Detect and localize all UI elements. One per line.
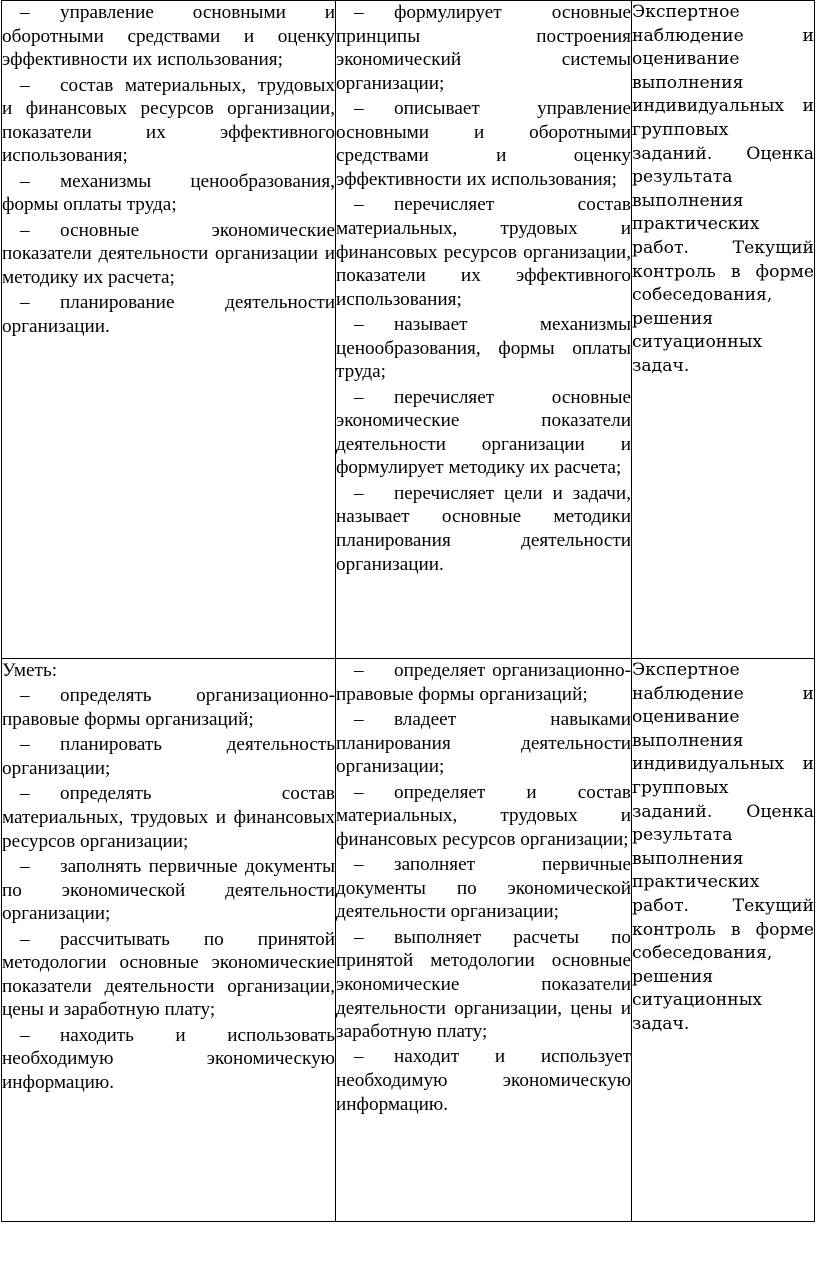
dash-glyph: – [354, 2, 364, 23]
dash-glyph: – [354, 98, 364, 120]
dash-glyph: – [20, 855, 30, 877]
list-item: – основные экономические показатели деятельности организации и методику их расчета; [2, 219, 335, 288]
list-item: – определяет организационно-правовые формы организаций; [336, 660, 631, 705]
dash-glyph: – [354, 854, 364, 876]
dash-glyph: – [20, 219, 30, 241]
table-row [2, 1, 815, 659]
dash-glyph: – [354, 1046, 364, 1068]
dash-glyph: – [20, 292, 30, 314]
dash-glyph: – [354, 708, 364, 730]
dash-glyph: – [354, 482, 364, 504]
dash-glyph: – [354, 194, 364, 216]
assessment-methods-cell [632, 1, 815, 659]
section-heading: Уметь: [2, 660, 58, 681]
dash-glyph: – [20, 170, 30, 192]
list-item: – выполняет расчеты по принятой методологии основные экономические показатели деятельности организации, цены и заработную плату; [336, 926, 631, 1043]
indicators-cell [336, 659, 632, 1222]
table-row [2, 659, 815, 1222]
dash-glyph: – [20, 685, 30, 707]
dash-glyph: – [354, 660, 364, 681]
assessment-methods-cell [632, 659, 815, 1222]
dash-glyph: – [354, 386, 364, 408]
dash-glyph: – [20, 928, 30, 950]
dash-glyph: – [20, 783, 30, 805]
list-item: – формулирует основные принципы построения экономический системы организации; [336, 2, 631, 94]
list-item: – планирование деятельности организации. [2, 292, 335, 337]
list-item: – заполнять первичные документы по экономической деятельности организации; [2, 855, 335, 925]
dash-glyph: – [20, 74, 30, 96]
assessment-text: Экспертное наблюдение и оценивание выполнения индивидуальных и групповых заданий. Оценка результата выполнения практических работ. Текущий контроль в форме собеседования, решения ситуационных задач. [632, 660, 814, 1034]
dash-glyph: – [20, 1024, 30, 1046]
list-item: – определяет и состав материальных, трудовых и финансовых ресурсов организации; [336, 781, 631, 850]
knowledge-cell [2, 1, 336, 659]
list-item: – планировать деятельность организации; [2, 734, 335, 779]
list-item: – владеет навыками планирования деятельности организации; [336, 708, 631, 778]
list-item: – находит и использует необходимую экономическую информацию. [336, 1046, 631, 1115]
list-item: – определять организационно- правовые формы организаций; [2, 685, 335, 730]
dash-glyph: – [20, 2, 30, 23]
list-item: – называет механизмы ценообразования, формы оплаты труда; [336, 314, 631, 383]
list-item: – перечисляет состав материальных, трудовых и финансовых ресурсов организации, показатели их эффективного использования; [336, 194, 631, 310]
list-item: – состав материальных, трудовых и финансовых ресурсов организации, показатели их эффективного использования; [2, 74, 335, 167]
list-item: – определять состав материальных, трудовых и финансовых ресурсов организации; [2, 783, 335, 852]
assessment-text: Экспертное наблюдение и оценивание выполнения индивидуальных и групповых заданий. Оценка результата выполнения практических работ. Текущий контроль в форме собеседования, решения ситуационных задач. [632, 2, 814, 376]
dash-glyph: – [354, 926, 364, 948]
list-item: – описывает управление основными и оборотными средствами и оценку эффективности их использования; [336, 98, 631, 190]
list-item: – перечисляет цели и задачи, называет основные методики планирования деятельности организации. [336, 482, 631, 575]
list-item: – заполняет первичные документы по экономической деятельности организации; [336, 854, 631, 923]
assessment-table [1, 0, 815, 1222]
list-item: – рассчитывать по принятой методологии основные экономические показатели деятельности организации, цены и заработную плату; [2, 928, 335, 1021]
list-item: – находить и использовать необходимую экономическую информацию. [2, 1024, 335, 1093]
dash-glyph: – [20, 734, 30, 756]
list-item: – перечисляет основные экономические показатели деятельности организации и формулирует методику их расчета; [336, 386, 631, 479]
indicators-cell [336, 1, 632, 659]
dash-glyph: – [354, 781, 364, 803]
list-item: – управление основными и оборотными средствами и оценку эффективности их использования; [2, 2, 335, 71]
dash-glyph: – [354, 314, 364, 336]
skills-cell [2, 659, 336, 1222]
list-item: – механизмы ценообразования, формы оплаты труда; [2, 170, 335, 216]
